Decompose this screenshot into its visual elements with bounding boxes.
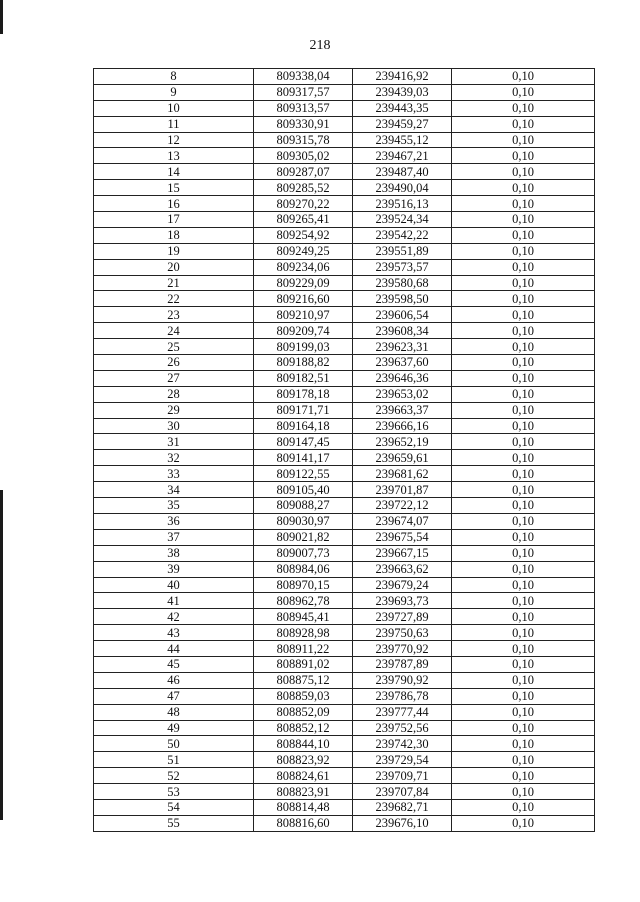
precision-cell: 0,10 [452, 815, 595, 831]
y-coordinate-cell: 239455,12 [353, 132, 452, 148]
table-row [94, 323, 595, 339]
y-coordinate-cell: 239667,15 [353, 545, 452, 561]
x-coordinate-cell: 808824,61 [254, 768, 353, 784]
y-coordinate-cell: 239681,62 [353, 466, 452, 482]
point-number-cell: 31 [94, 434, 254, 450]
x-coordinate-cell: 809188,82 [254, 355, 353, 371]
x-coordinate-cell: 809209,74 [254, 323, 353, 339]
point-number-cell: 44 [94, 641, 254, 657]
point-number-cell: 24 [94, 323, 254, 339]
precision-cell: 0,10 [452, 212, 595, 228]
precision-cell: 0,10 [452, 307, 595, 323]
x-coordinate-cell: 808814,48 [254, 799, 353, 815]
y-coordinate-cell: 239786,78 [353, 688, 452, 704]
point-number-cell: 46 [94, 672, 254, 688]
y-coordinate-cell: 239729,54 [353, 752, 452, 768]
point-number-cell: 22 [94, 291, 254, 307]
precision-cell: 0,10 [452, 799, 595, 815]
point-number-cell: 18 [94, 227, 254, 243]
x-coordinate-cell: 809234,06 [254, 259, 353, 275]
point-number-cell: 53 [94, 784, 254, 800]
x-coordinate-cell: 808970,15 [254, 577, 353, 593]
point-number-cell: 17 [94, 212, 254, 228]
table-row [94, 466, 595, 482]
table-row [94, 450, 595, 466]
y-coordinate-cell: 239750,63 [353, 625, 452, 641]
table-row [94, 116, 595, 132]
precision-cell: 0,10 [452, 180, 595, 196]
precision-cell: 0,10 [452, 339, 595, 355]
y-coordinate-cell: 239659,61 [353, 450, 452, 466]
y-coordinate-cell: 239542,22 [353, 227, 452, 243]
point-number-cell: 30 [94, 418, 254, 434]
precision-cell: 0,10 [452, 593, 595, 609]
table-row [94, 291, 595, 307]
x-coordinate-cell: 808962,78 [254, 593, 353, 609]
precision-cell: 0,10 [452, 69, 595, 85]
point-number-cell: 11 [94, 116, 254, 132]
x-coordinate-cell: 809210,97 [254, 307, 353, 323]
table-row [94, 196, 595, 212]
y-coordinate-cell: 239707,84 [353, 784, 452, 800]
table-row [94, 386, 595, 402]
point-number-cell: 33 [94, 466, 254, 482]
precision-cell: 0,10 [452, 720, 595, 736]
point-number-cell: 55 [94, 815, 254, 831]
table-row [94, 370, 595, 386]
point-number-cell: 39 [94, 561, 254, 577]
table-row [94, 212, 595, 228]
precision-cell: 0,10 [452, 259, 595, 275]
y-coordinate-cell: 239551,89 [353, 243, 452, 259]
x-coordinate-cell: 809315,78 [254, 132, 353, 148]
y-coordinate-cell: 239679,24 [353, 577, 452, 593]
point-number-cell: 32 [94, 450, 254, 466]
x-coordinate-cell: 809141,17 [254, 450, 353, 466]
table-row [94, 625, 595, 641]
table-row [94, 577, 595, 593]
point-number-cell: 52 [94, 768, 254, 784]
x-coordinate-cell: 809305,02 [254, 148, 353, 164]
table-row [94, 545, 595, 561]
x-coordinate-cell: 808911,22 [254, 641, 353, 657]
x-coordinate-cell: 809287,07 [254, 164, 353, 180]
table-row [94, 704, 595, 720]
precision-cell: 0,10 [452, 672, 595, 688]
table-row [94, 561, 595, 577]
y-coordinate-cell: 239727,89 [353, 609, 452, 625]
table-row [94, 69, 595, 85]
x-coordinate-cell: 809216,60 [254, 291, 353, 307]
precision-cell: 0,10 [452, 513, 595, 529]
x-coordinate-cell: 809270,22 [254, 196, 353, 212]
table-row [94, 227, 595, 243]
y-coordinate-cell: 239742,30 [353, 736, 452, 752]
point-number-cell: 12 [94, 132, 254, 148]
table-row [94, 275, 595, 291]
y-coordinate-cell: 239777,44 [353, 704, 452, 720]
y-coordinate-cell: 239701,87 [353, 482, 452, 498]
table-row [94, 593, 595, 609]
y-coordinate-cell: 239637,60 [353, 355, 452, 371]
table-row [94, 164, 595, 180]
precision-cell: 0,10 [452, 402, 595, 418]
point-number-cell: 28 [94, 386, 254, 402]
precision-cell: 0,10 [452, 386, 595, 402]
x-coordinate-cell: 809171,71 [254, 402, 353, 418]
table-row [94, 513, 595, 529]
x-coordinate-cell: 809164,18 [254, 418, 353, 434]
table-row [94, 672, 595, 688]
table-row [94, 84, 595, 100]
precision-cell: 0,10 [452, 561, 595, 577]
precision-cell: 0,10 [452, 291, 595, 307]
x-coordinate-cell: 808891,02 [254, 656, 353, 672]
y-coordinate-cell: 239790,92 [353, 672, 452, 688]
x-coordinate-cell: 809007,73 [254, 545, 353, 561]
point-number-cell: 25 [94, 339, 254, 355]
table-row [94, 148, 595, 164]
page-number: 218 [309, 38, 331, 53]
table-row [94, 434, 595, 450]
precision-cell: 0,10 [452, 116, 595, 132]
y-coordinate-cell: 239709,71 [353, 768, 452, 784]
x-coordinate-cell: 808852,09 [254, 704, 353, 720]
point-number-cell: 48 [94, 704, 254, 720]
point-number-cell: 38 [94, 545, 254, 561]
point-number-cell: 42 [94, 609, 254, 625]
precision-cell: 0,10 [452, 227, 595, 243]
x-coordinate-cell: 809147,45 [254, 434, 353, 450]
point-number-cell: 20 [94, 259, 254, 275]
y-coordinate-cell: 239693,73 [353, 593, 452, 609]
precision-cell: 0,10 [452, 641, 595, 657]
point-number-cell: 14 [94, 164, 254, 180]
x-coordinate-cell: 808875,12 [254, 672, 353, 688]
point-number-cell: 15 [94, 180, 254, 196]
precision-cell: 0,10 [452, 196, 595, 212]
table-row [94, 720, 595, 736]
x-coordinate-cell: 808844,10 [254, 736, 353, 752]
precision-cell: 0,10 [452, 450, 595, 466]
x-coordinate-cell: 809088,27 [254, 498, 353, 514]
x-coordinate-cell: 809330,91 [254, 116, 353, 132]
table-row [94, 259, 595, 275]
point-number-cell: 29 [94, 402, 254, 418]
x-coordinate-cell: 808852,12 [254, 720, 353, 736]
x-coordinate-cell: 809317,57 [254, 84, 353, 100]
y-coordinate-cell: 239663,37 [353, 402, 452, 418]
x-coordinate-cell: 809265,41 [254, 212, 353, 228]
precision-cell: 0,10 [452, 609, 595, 625]
y-coordinate-cell: 239490,04 [353, 180, 452, 196]
point-number-cell: 49 [94, 720, 254, 736]
table-row [94, 815, 595, 831]
table-row [94, 529, 595, 545]
table-row [94, 339, 595, 355]
table-row [94, 498, 595, 514]
table-row [94, 752, 595, 768]
y-coordinate-cell: 239443,35 [353, 100, 452, 116]
y-coordinate-cell: 239674,07 [353, 513, 452, 529]
precision-cell: 0,10 [452, 704, 595, 720]
table-row [94, 768, 595, 784]
precision-cell: 0,10 [452, 784, 595, 800]
precision-cell: 0,10 [452, 466, 595, 482]
y-coordinate-cell: 239652,19 [353, 434, 452, 450]
point-number-cell: 36 [94, 513, 254, 529]
point-number-cell: 43 [94, 625, 254, 641]
x-coordinate-cell: 809285,52 [254, 180, 353, 196]
table-row [94, 799, 595, 815]
x-coordinate-cell: 809122,55 [254, 466, 353, 482]
scan-edge-artifact [0, 490, 3, 820]
point-number-cell: 16 [94, 196, 254, 212]
x-coordinate-cell: 808823,91 [254, 784, 353, 800]
precision-cell: 0,10 [452, 275, 595, 291]
precision-cell: 0,10 [452, 84, 595, 100]
x-coordinate-cell: 809254,92 [254, 227, 353, 243]
y-coordinate-cell: 239623,31 [353, 339, 452, 355]
table-row [94, 641, 595, 657]
y-coordinate-cell: 239770,92 [353, 641, 452, 657]
y-coordinate-cell: 239598,50 [353, 291, 452, 307]
x-coordinate-cell: 809229,09 [254, 275, 353, 291]
x-coordinate-cell: 808859,03 [254, 688, 353, 704]
x-coordinate-cell: 809021,82 [254, 529, 353, 545]
x-coordinate-cell: 809313,57 [254, 100, 353, 116]
precision-cell: 0,10 [452, 545, 595, 561]
point-number-cell: 26 [94, 355, 254, 371]
point-number-cell: 19 [94, 243, 254, 259]
x-coordinate-cell: 808816,60 [254, 815, 353, 831]
x-coordinate-cell: 809249,25 [254, 243, 353, 259]
x-coordinate-cell: 808823,92 [254, 752, 353, 768]
precision-cell: 0,10 [452, 577, 595, 593]
precision-cell: 0,10 [452, 100, 595, 116]
x-coordinate-cell: 808945,41 [254, 609, 353, 625]
y-coordinate-cell: 239516,13 [353, 196, 452, 212]
x-coordinate-cell: 808928,98 [254, 625, 353, 641]
coordinates-table-body [94, 69, 595, 832]
point-number-cell: 40 [94, 577, 254, 593]
table-row [94, 784, 595, 800]
y-coordinate-cell: 239416,92 [353, 69, 452, 85]
x-coordinate-cell: 808984,06 [254, 561, 353, 577]
point-number-cell: 34 [94, 482, 254, 498]
point-number-cell: 54 [94, 799, 254, 815]
precision-cell: 0,10 [452, 243, 595, 259]
point-number-cell: 50 [94, 736, 254, 752]
point-number-cell: 13 [94, 148, 254, 164]
y-coordinate-cell: 239487,40 [353, 164, 452, 180]
table-row [94, 482, 595, 498]
point-number-cell: 23 [94, 307, 254, 323]
y-coordinate-cell: 239722,12 [353, 498, 452, 514]
table-row [94, 307, 595, 323]
precision-cell: 0,10 [452, 164, 595, 180]
y-coordinate-cell: 239608,34 [353, 323, 452, 339]
y-coordinate-cell: 239653,02 [353, 386, 452, 402]
y-coordinate-cell: 239646,36 [353, 370, 452, 386]
precision-cell: 0,10 [452, 768, 595, 784]
point-number-cell: 35 [94, 498, 254, 514]
y-coordinate-cell: 239439,03 [353, 84, 452, 100]
table-row [94, 243, 595, 259]
y-coordinate-cell: 239573,57 [353, 259, 452, 275]
y-coordinate-cell: 239467,21 [353, 148, 452, 164]
y-coordinate-cell: 239666,16 [353, 418, 452, 434]
table-row [94, 355, 595, 371]
point-number-cell: 41 [94, 593, 254, 609]
point-number-cell: 45 [94, 656, 254, 672]
point-number-cell: 27 [94, 370, 254, 386]
precision-cell: 0,10 [452, 656, 595, 672]
precision-cell: 0,10 [452, 529, 595, 545]
y-coordinate-cell: 239524,34 [353, 212, 452, 228]
precision-cell: 0,10 [452, 148, 595, 164]
y-coordinate-cell: 239787,89 [353, 656, 452, 672]
x-coordinate-cell: 809338,04 [254, 69, 353, 85]
table-row [94, 688, 595, 704]
table-row [94, 402, 595, 418]
coordinates-table [93, 68, 595, 832]
table-row [94, 132, 595, 148]
precision-cell: 0,10 [452, 132, 595, 148]
precision-cell: 0,10 [452, 498, 595, 514]
y-coordinate-cell: 239752,56 [353, 720, 452, 736]
precision-cell: 0,10 [452, 688, 595, 704]
x-coordinate-cell: 809199,03 [254, 339, 353, 355]
x-coordinate-cell: 809178,18 [254, 386, 353, 402]
point-number-cell: 9 [94, 84, 254, 100]
table-row [94, 609, 595, 625]
point-number-cell: 37 [94, 529, 254, 545]
precision-cell: 0,10 [452, 625, 595, 641]
point-number-cell: 10 [94, 100, 254, 116]
precision-cell: 0,10 [452, 323, 595, 339]
x-coordinate-cell: 809105,40 [254, 482, 353, 498]
precision-cell: 0,10 [452, 736, 595, 752]
precision-cell: 0,10 [452, 482, 595, 498]
precision-cell: 0,10 [452, 434, 595, 450]
precision-cell: 0,10 [452, 418, 595, 434]
precision-cell: 0,10 [452, 355, 595, 371]
precision-cell: 0,10 [452, 370, 595, 386]
point-number-cell: 21 [94, 275, 254, 291]
point-number-cell: 47 [94, 688, 254, 704]
y-coordinate-cell: 239676,10 [353, 815, 452, 831]
x-coordinate-cell: 809030,97 [254, 513, 353, 529]
table-row [94, 100, 595, 116]
y-coordinate-cell: 239675,54 [353, 529, 452, 545]
y-coordinate-cell: 239606,54 [353, 307, 452, 323]
point-number-cell: 8 [94, 69, 254, 85]
x-coordinate-cell: 809182,51 [254, 370, 353, 386]
y-coordinate-cell: 239580,68 [353, 275, 452, 291]
table-row [94, 736, 595, 752]
y-coordinate-cell: 239682,71 [353, 799, 452, 815]
scan-edge-artifact [0, 0, 3, 34]
point-number-cell: 51 [94, 752, 254, 768]
y-coordinate-cell: 239459,27 [353, 116, 452, 132]
precision-cell: 0,10 [452, 752, 595, 768]
y-coordinate-cell: 239663,62 [353, 561, 452, 577]
table-row [94, 418, 595, 434]
table-row [94, 180, 595, 196]
table-row [94, 656, 595, 672]
